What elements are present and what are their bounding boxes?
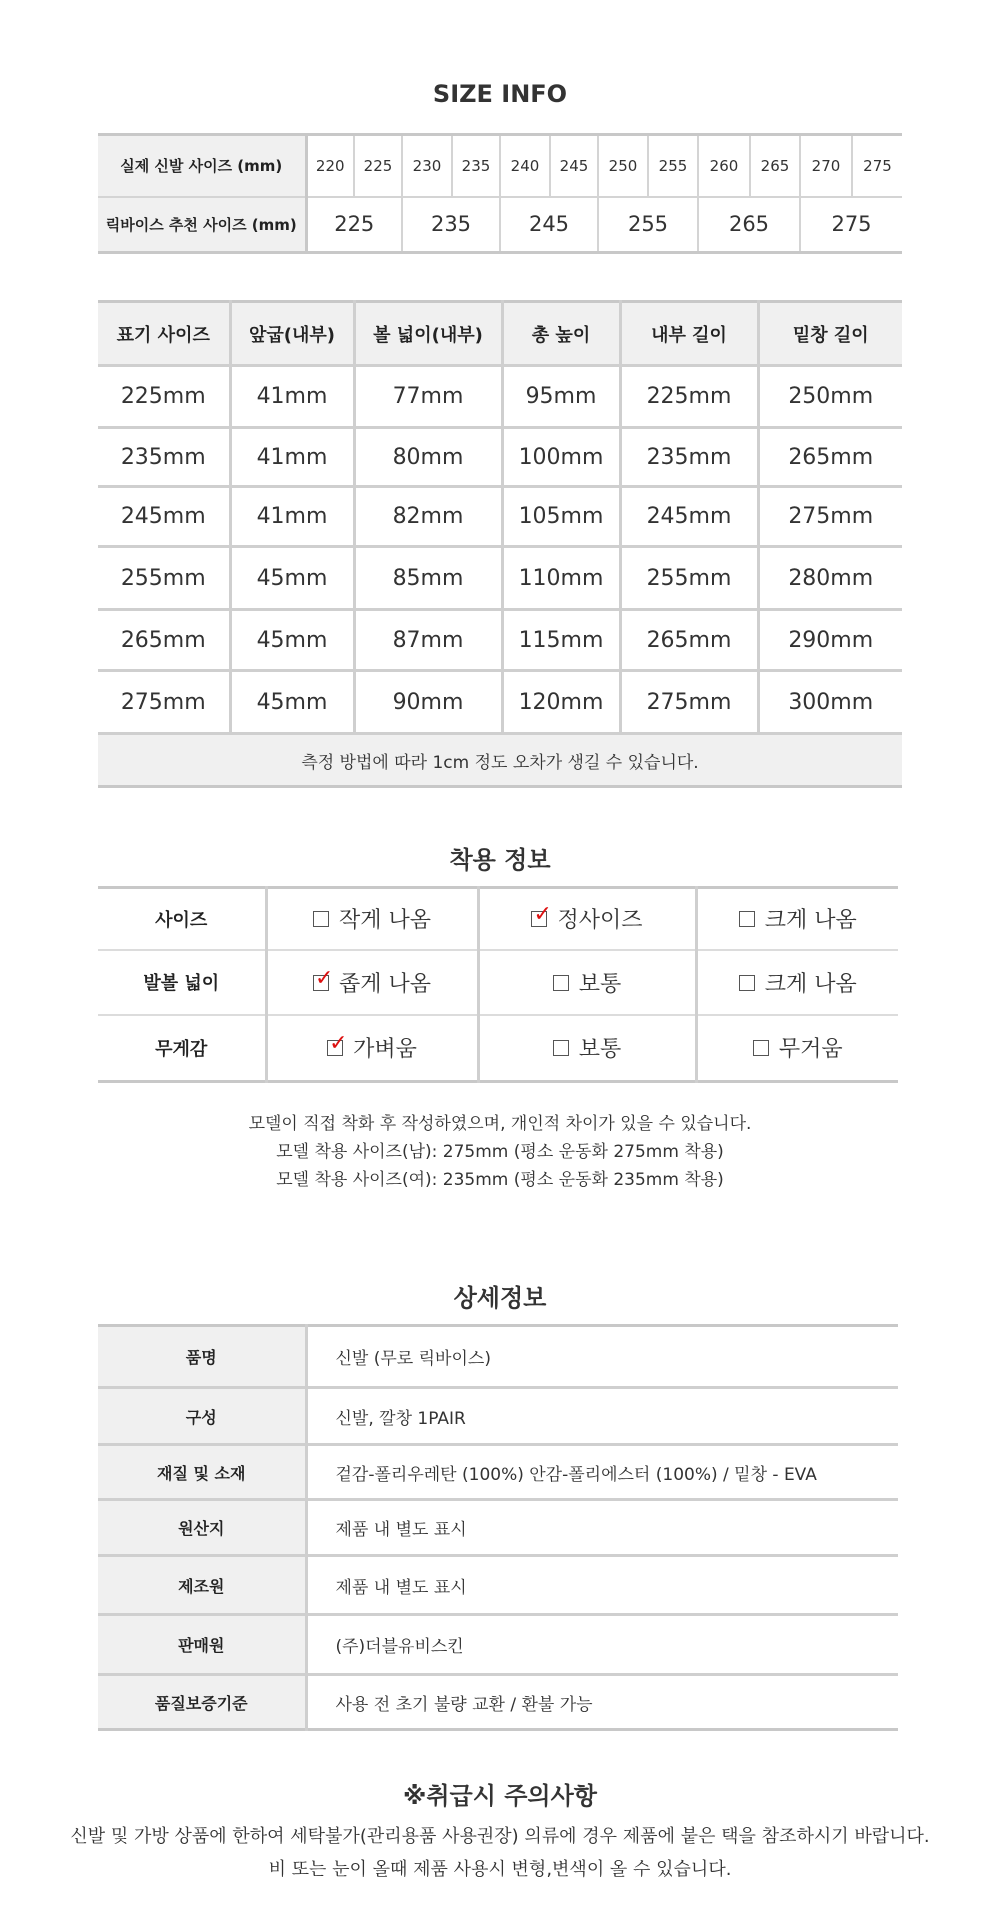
fit-option-label: 좁게 나옴 xyxy=(338,971,431,997)
table-row xyxy=(98,547,902,610)
detail-value: 제품 내 별도 표시 xyxy=(306,1500,898,1556)
table-cell: 255mm xyxy=(620,547,758,610)
table-cell: 82mm xyxy=(354,487,502,547)
actual-size-cell: 265 xyxy=(750,135,800,197)
size-info-title: SIZE INFO xyxy=(432,80,568,108)
table-cell: 45mm xyxy=(230,610,354,671)
fit-option xyxy=(478,950,696,1015)
actual-size-cell: 255 xyxy=(648,135,698,197)
details-title: 상세정보 xyxy=(453,1284,547,1312)
fit-option-label: 작게 나옴 xyxy=(338,908,431,934)
fit-option-label: 정사이즈 xyxy=(557,908,643,934)
actual-size-cell: 275 xyxy=(852,135,902,197)
checked-checkbox-icon: ✓ xyxy=(533,902,552,928)
actual-size-cell: 235 xyxy=(452,135,500,197)
caution-line: 비 또는 눈이 올때 제품 사용시 변형,변색이 올 수 있습니다. xyxy=(268,1859,732,1880)
recommended-size-label: 릭바이스 추천 사이즈 (mm) xyxy=(98,197,306,253)
measurement-note-row xyxy=(98,734,902,787)
table-cell: 275mm xyxy=(758,487,902,547)
table-cell: 45mm xyxy=(230,547,354,610)
table-cell: 250mm xyxy=(758,366,902,428)
recommended-size-cell: 275 xyxy=(800,197,902,253)
recommended-size-row xyxy=(98,197,902,253)
measurement-header-row xyxy=(98,302,902,366)
recommended-size-cell: 255 xyxy=(598,197,698,253)
caution-line: 신발 및 가방 상품에 한하여 세탁불가(관리용품 사용권장) 의류에 경우 제품에 붙은 택을 참조하시기 바랍니다. xyxy=(70,1826,930,1847)
detail-row xyxy=(98,1500,898,1556)
recommended-size-cell: 245 xyxy=(500,197,598,253)
table-cell: 235mm xyxy=(98,428,230,487)
caution-title: ※취급시 주의사항 xyxy=(403,1782,597,1810)
table-row xyxy=(98,487,902,547)
size-info-table xyxy=(98,133,902,254)
table-cell: 265mm xyxy=(620,610,758,671)
actual-size-cell: 270 xyxy=(800,135,852,197)
table-cell: 41mm xyxy=(230,366,354,428)
fit-option-label: 크게 나옴 xyxy=(764,908,857,934)
detail-label: 품명 xyxy=(98,1326,306,1388)
table-cell: 275mm xyxy=(98,671,230,734)
note-line: 모델 착용 사이즈(여): 235mm (평소 운동화 235mm 착용) xyxy=(276,1170,724,1190)
detail-row xyxy=(98,1326,898,1388)
checked-checkbox-icon: ✓ xyxy=(329,1031,348,1057)
table-cell: 300mm xyxy=(758,671,902,734)
detail-value: 겉감-폴리우레탄 (100%) 안감-폴리에스터 (100%) / 밑창 - EVA xyxy=(306,1445,898,1500)
detail-value: 신발 (무로 릭바이스) xyxy=(306,1326,898,1388)
actual-size-label: 실제 신발 사이즈 (mm) xyxy=(98,135,306,197)
table-cell: 245mm xyxy=(98,487,230,547)
table-row xyxy=(98,671,902,734)
column-header: 볼 넓이(내부) xyxy=(354,302,502,366)
column-header: 밑창 길이 xyxy=(758,302,902,366)
table-cell: 77mm xyxy=(354,366,502,428)
table-cell: 245mm xyxy=(620,487,758,547)
table-cell: 225mm xyxy=(620,366,758,428)
table-cell: 115mm xyxy=(502,610,620,671)
table-cell: 87mm xyxy=(354,610,502,671)
fit-option xyxy=(696,1015,898,1082)
actual-size-cell: 220 xyxy=(306,135,354,197)
caution-notes xyxy=(0,1820,1000,1886)
detail-label: 구성 xyxy=(98,1388,306,1445)
recommended-size-cell: 265 xyxy=(698,197,800,253)
table-row xyxy=(98,428,902,487)
fit-option-label: 보통 xyxy=(578,1037,622,1063)
fit-option-checked xyxy=(266,950,478,1015)
note-line: 모델 착용 사이즈(남): 275mm (평소 운동화 275mm 착용) xyxy=(276,1142,724,1162)
fit-info-title: 착용 정보 xyxy=(449,846,551,874)
measurement-table xyxy=(98,300,902,788)
fit-option xyxy=(266,888,478,950)
detail-label: 원산지 xyxy=(98,1500,306,1556)
fit-row-label: 무게감 xyxy=(98,1015,266,1082)
column-header: 앞굽(내부) xyxy=(230,302,354,366)
actual-size-row xyxy=(98,135,902,197)
detail-row xyxy=(98,1556,898,1615)
table-cell: 95mm xyxy=(502,366,620,428)
fit-option-checked xyxy=(478,888,696,950)
recommended-size-cell: 235 xyxy=(402,197,500,253)
table-cell: 280mm xyxy=(758,547,902,610)
recommended-size-cell: 225 xyxy=(306,197,402,253)
table-cell: 255mm xyxy=(98,547,230,610)
measurement-note: 측정 방법에 따라 1cm 정도 오차가 생길 수 있습니다. xyxy=(98,734,902,787)
column-header: 총 높이 xyxy=(502,302,620,366)
detail-label: 품질보증기준 xyxy=(98,1675,306,1730)
fit-row-size xyxy=(98,888,898,950)
fit-option xyxy=(478,1015,696,1082)
detail-row xyxy=(98,1675,898,1730)
table-row xyxy=(98,366,902,428)
model-fit-notes xyxy=(0,1110,1000,1194)
table-cell: 265mm xyxy=(98,610,230,671)
detail-value: 신발, 깔창 1PAIR xyxy=(306,1388,898,1445)
column-header: 내부 길이 xyxy=(620,302,758,366)
note-line: 모델이 직접 착화 후 작성하였으며, 개인적 차이가 있을 수 있습니다. xyxy=(248,1114,752,1134)
fit-row-label: 사이즈 xyxy=(98,888,266,950)
actual-size-cell: 230 xyxy=(402,135,452,197)
table-cell: 41mm xyxy=(230,487,354,547)
checkbox-icon xyxy=(739,975,755,991)
fit-option xyxy=(696,888,898,950)
table-cell: 225mm xyxy=(98,366,230,428)
table-cell: 275mm xyxy=(620,671,758,734)
table-cell: 45mm xyxy=(230,671,354,734)
column-header: 표기 사이즈 xyxy=(98,302,230,366)
actual-size-cell: 225 xyxy=(354,135,402,197)
table-cell: 80mm xyxy=(354,428,502,487)
table-cell: 120mm xyxy=(502,671,620,734)
checkbox-icon xyxy=(553,1040,569,1056)
fit-option-label: 보통 xyxy=(578,971,622,997)
table-cell: 290mm xyxy=(758,610,902,671)
table-cell: 105mm xyxy=(502,487,620,547)
detail-value: 사용 전 초기 불량 교환 / 환불 가능 xyxy=(335,1694,593,1715)
detail-row xyxy=(98,1615,898,1675)
fit-row-weight xyxy=(98,1015,898,1082)
table-cell: 90mm xyxy=(354,671,502,734)
fit-row-label: 발볼 넓이 xyxy=(98,950,266,1015)
detail-row xyxy=(98,1445,898,1500)
table-row xyxy=(98,610,902,671)
checkbox-icon xyxy=(739,911,755,927)
table-cell: 85mm xyxy=(354,547,502,610)
checked-checkbox-icon: ✓ xyxy=(314,965,334,991)
actual-size-cell: 245 xyxy=(550,135,598,197)
detail-value: 제품 내 별도 표시 xyxy=(306,1556,898,1615)
table-cell: 110mm xyxy=(502,547,620,610)
table-cell: 100mm xyxy=(502,428,620,487)
fit-option xyxy=(696,950,898,1015)
fit-option-label: 무거움 xyxy=(778,1037,843,1063)
detail-row xyxy=(98,1388,898,1445)
table-cell: 265mm xyxy=(758,428,902,487)
fit-option-label: 크게 나옴 xyxy=(764,971,857,997)
detail-label: 제조원 xyxy=(98,1556,306,1615)
detail-value: (주)더블유비스킨 xyxy=(306,1615,898,1675)
actual-size-cell: 260 xyxy=(698,135,750,197)
actual-size-cell: 250 xyxy=(598,135,648,197)
table-cell: 41mm xyxy=(230,428,354,487)
checkbox-icon xyxy=(553,975,569,991)
fit-row-width xyxy=(98,950,898,1015)
actual-size-cell: 240 xyxy=(500,135,550,197)
detail-label: 판매원 xyxy=(98,1615,306,1675)
details-table xyxy=(98,1324,898,1731)
fit-option-label: 가벼움 xyxy=(353,1037,417,1063)
checkbox-icon xyxy=(753,1040,769,1056)
fit-option-checked xyxy=(266,1015,478,1082)
fit-info-table xyxy=(98,886,898,1083)
detail-label: 재질 및 소재 xyxy=(98,1445,306,1500)
checkbox-icon xyxy=(313,911,329,927)
table-cell: 235mm xyxy=(620,428,758,487)
